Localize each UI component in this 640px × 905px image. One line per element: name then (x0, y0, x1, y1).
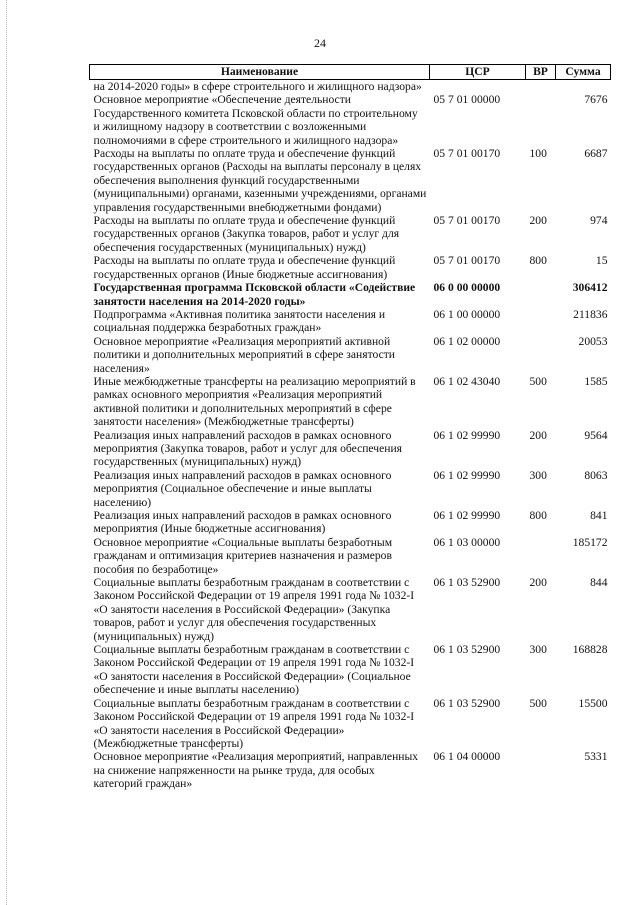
cell-sum: 306412 (572, 281, 608, 295)
table-row (90, 697, 611, 751)
cell-name: Расходы на выплаты по оплате труда и обеспечение функций государственных органов (Расходы на выплаты персоналу в целях обеспечения выполнения функций государственными (муниципальными) органами, казенными учреждениями, органами управления государственными внебюджетными фондами) (93, 147, 427, 214)
cell-vr: 800 (529, 254, 547, 268)
cell-sum: 841 (590, 509, 608, 522)
table-row (90, 281, 611, 308)
header-code: ЦСР (430, 65, 526, 80)
cell-name: на 2014-2020 годы» в сфере строительного и жилищного надзора» (93, 80, 422, 93)
cell-code: 06 1 02 00000 (433, 334, 501, 348)
cell-name: Социальные выплаты безработным гражданам в соответствии с Законом Российской Федерации от 19 апреля 1991 года № 1032-I «О занятости населения в Российской Федерации» (Социальное обеспечение и иные выплаты населению) (93, 643, 415, 697)
cell-sum: 974 (590, 214, 608, 228)
scan-edge (6, 0, 7, 905)
cell-name: Расходы на выплаты по оплате труда и обеспечение функций государственных органов (Закупка товаров, работ и услуг для обеспечения государственных (муниципальных) нужд) (93, 214, 400, 254)
cell-code: 05 7 01 00170 (433, 214, 501, 228)
cell-vr (526, 281, 556, 308)
table-header-row (90, 65, 611, 80)
cell-name: Социальные выплаты безработным гражданам в соответствии с Законом Российской Федерации от 19 апреля 1991 года № 1032-I «О занятости населения в Российской Федерации» (Межбюджетные трансферты) (93, 696, 415, 750)
table-row (90, 536, 611, 576)
table-row (90, 375, 611, 429)
table-row (90, 335, 611, 375)
cell-sum: 211836 (573, 307, 608, 321)
cell-vr (526, 536, 556, 576)
cell-vr: 200 (529, 214, 547, 228)
budget-table (89, 64, 611, 791)
cell-code: 06 1 00 00000 (433, 307, 501, 321)
cell-sum: 168828 (572, 643, 608, 657)
cell-name: Основное мероприятие «Реализация мероприятий, направленных на снижение напряженности на рынке труда, для особых категорий граждан» (93, 750, 419, 791)
cell-sum: 20053 (578, 334, 608, 348)
cell-sum: 8063 (584, 468, 608, 482)
cell-vr: 200 (529, 576, 547, 590)
cell-vr: 300 (529, 643, 547, 657)
table-row (90, 93, 611, 147)
cell-name: Реализация иных направлений расходов в рамках основного мероприятия (Иные бюджетные ассигнования) (93, 509, 392, 536)
table-body (90, 80, 611, 791)
cell-sum (556, 80, 611, 94)
cell-vr (526, 93, 556, 147)
cell-sum: 844 (590, 576, 608, 590)
cell-vr: 500 (529, 374, 547, 388)
cell-sum: 185172 (572, 535, 608, 549)
cell-sum: 15 (595, 254, 608, 268)
cell-code: 06 1 03 52900 (433, 576, 501, 590)
table-row (90, 254, 611, 281)
cell-name: Расходы на выплаты по оплате труда и обеспечение функций государственных органов (Иные бюджетные ассигнования) (93, 254, 396, 281)
table-row (90, 308, 611, 335)
cell-name: Подпрограмма «Активная политика занятости населения и социальная поддержка безработных граждан» (93, 307, 386, 335)
table-row (90, 429, 611, 469)
cell-sum: 7676 (584, 93, 608, 107)
cell-vr (526, 308, 556, 335)
cell-name: Реализация иных направлений расходов в рамках основного мероприятия (Социальное обеспечение и иные выплаты населению) (93, 468, 392, 509)
cell-vr: 200 (529, 428, 547, 442)
table-row (90, 643, 611, 697)
cell-vr (526, 750, 556, 790)
cell-code: 06 1 04 00000 (433, 750, 501, 764)
cell-code: 05 7 01 00170 (433, 147, 501, 161)
cell-name: Основное мероприятие «Социальные выплаты безработным гражданам и оптимизация критериев назначения и размеров пособия по безработице» (93, 535, 393, 576)
header-vr: ВР (526, 65, 556, 80)
table-row (90, 750, 611, 790)
cell-code: 06 1 03 00000 (433, 535, 501, 549)
cell-code: 05 7 01 00000 (433, 93, 501, 107)
cell-code: 06 1 02 99990 (433, 509, 501, 522)
cell-vr: 800 (529, 509, 547, 522)
header-sum: Сумма (556, 65, 611, 80)
page-number: 24 (314, 36, 326, 50)
cell-code (430, 80, 526, 94)
cell-name: Социальные выплаты безработным гражданам в соответствии с Законом Российской Федерации от 19 апреля 1991 года № 1032-I «О занятости населения в Российской Федерации» (Закупка товаров, работ и услуг для обеспечения государственных (муниципальных) нужд) (93, 576, 415, 643)
cell-code: 06 0 00 00000 (433, 281, 501, 295)
cell-sum: 1585 (584, 374, 608, 388)
cell-name: Основное мероприятие «Реализация мероприятий активной политики и дополнительных мероприятий в сфере занятости населения» (93, 334, 395, 375)
cell-sum: 6687 (584, 147, 608, 161)
cell-sum: 5331 (584, 750, 608, 764)
cell-name: Иные межбюджетные трансферты на реализацию мероприятий в рамках основного мероприятия «Реализация мероприятий активной политики и дополнительных мероприятий в сфере занятости населения» (Межбюджетные трансферты) (93, 374, 416, 429)
cell-code: 06 1 02 99990 (433, 428, 501, 442)
table-row (90, 509, 611, 536)
table-row (90, 214, 611, 254)
header-name: Наименование (90, 65, 430, 80)
table-row (90, 576, 611, 643)
cell-vr (526, 80, 556, 94)
cell-vr (526, 335, 556, 375)
cell-name: Государственная программа Псковской области «Содействие занятости населения на 2014-2020 годы» (93, 281, 416, 308)
cell-sum: 9564 (584, 428, 608, 442)
cell-vr: 100 (529, 147, 547, 161)
cell-code: 06 1 02 99990 (433, 468, 501, 482)
cell-name: Основное мероприятие «Обеспечение деятельности Государственного комитета Псковской области по строительному и жилищному надзору в соответствии с возложенными полномочиями в сфере строительного и жилищного надзора» (93, 93, 418, 147)
cell-code: 06 1 02 43040 (433, 374, 501, 388)
cell-vr: 300 (529, 468, 547, 482)
cell-code: 06 1 03 52900 (433, 643, 501, 657)
table-row (90, 147, 611, 214)
table-row (90, 80, 611, 94)
cell-code: 06 1 03 52900 (433, 696, 501, 710)
cell-vr: 500 (529, 696, 547, 710)
table-row (90, 469, 611, 509)
cell-name: Реализация иных направлений расходов в рамках основного мероприятия (Закупка товаров, работ и услуг для обеспечения государственных (муниципальных) нужд) (93, 428, 402, 469)
cell-sum: 15500 (578, 696, 608, 710)
cell-code: 05 7 01 00170 (433, 254, 501, 268)
